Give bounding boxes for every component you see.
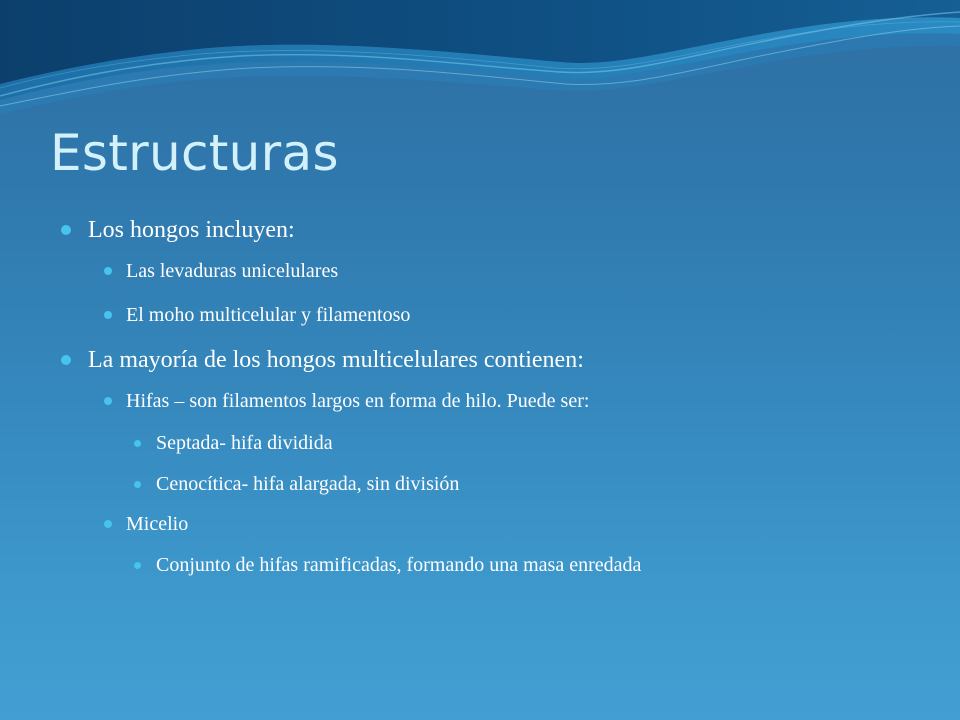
bullet-icon bbox=[61, 355, 71, 365]
bullet-item-level-2 bbox=[126, 302, 410, 328]
bullet-text: La mayoría de los hongos multicelulares contienen: bbox=[88, 347, 584, 373]
bullet-icon bbox=[104, 267, 112, 275]
bullet-icon bbox=[134, 562, 141, 569]
bullet-text: Septada- hifa dividida bbox=[156, 432, 333, 454]
bullet-item-level-2 bbox=[126, 258, 338, 284]
bullet-item-level-2 bbox=[126, 388, 589, 414]
bullet-text: Conjunto de hifas ramificadas, formando una masa enredada bbox=[156, 554, 642, 576]
bullet-icon bbox=[104, 311, 112, 319]
bullet-item-level-3 bbox=[156, 430, 333, 456]
slide-title: Estructuras bbox=[50, 124, 339, 182]
bullet-text: Los hongos incluyen: bbox=[88, 217, 295, 243]
bullet-item-level-1 bbox=[88, 215, 295, 245]
bullet-text: Cenocítica- hifa alargada, sin división bbox=[156, 473, 460, 495]
bullet-text: Hifas – son filamentos largos en forma de hilo. Puede ser: bbox=[126, 390, 590, 412]
bullet-item-level-3 bbox=[156, 471, 459, 497]
bullet-icon bbox=[134, 481, 141, 488]
bullet-text: Las levaduras unicelulares bbox=[126, 260, 339, 282]
bullet-item-level-2 bbox=[126, 511, 188, 537]
bullet-icon bbox=[134, 440, 141, 447]
bullet-item-level-3 bbox=[156, 552, 641, 578]
bullet-text: Micelio bbox=[126, 513, 189, 535]
bullet-icon bbox=[104, 397, 112, 405]
bullet-icon bbox=[104, 520, 112, 528]
bullet-icon bbox=[61, 225, 71, 235]
bullet-item-level-1 bbox=[88, 345, 584, 375]
bullet-text: El moho multicelular y filamentoso bbox=[126, 304, 411, 326]
